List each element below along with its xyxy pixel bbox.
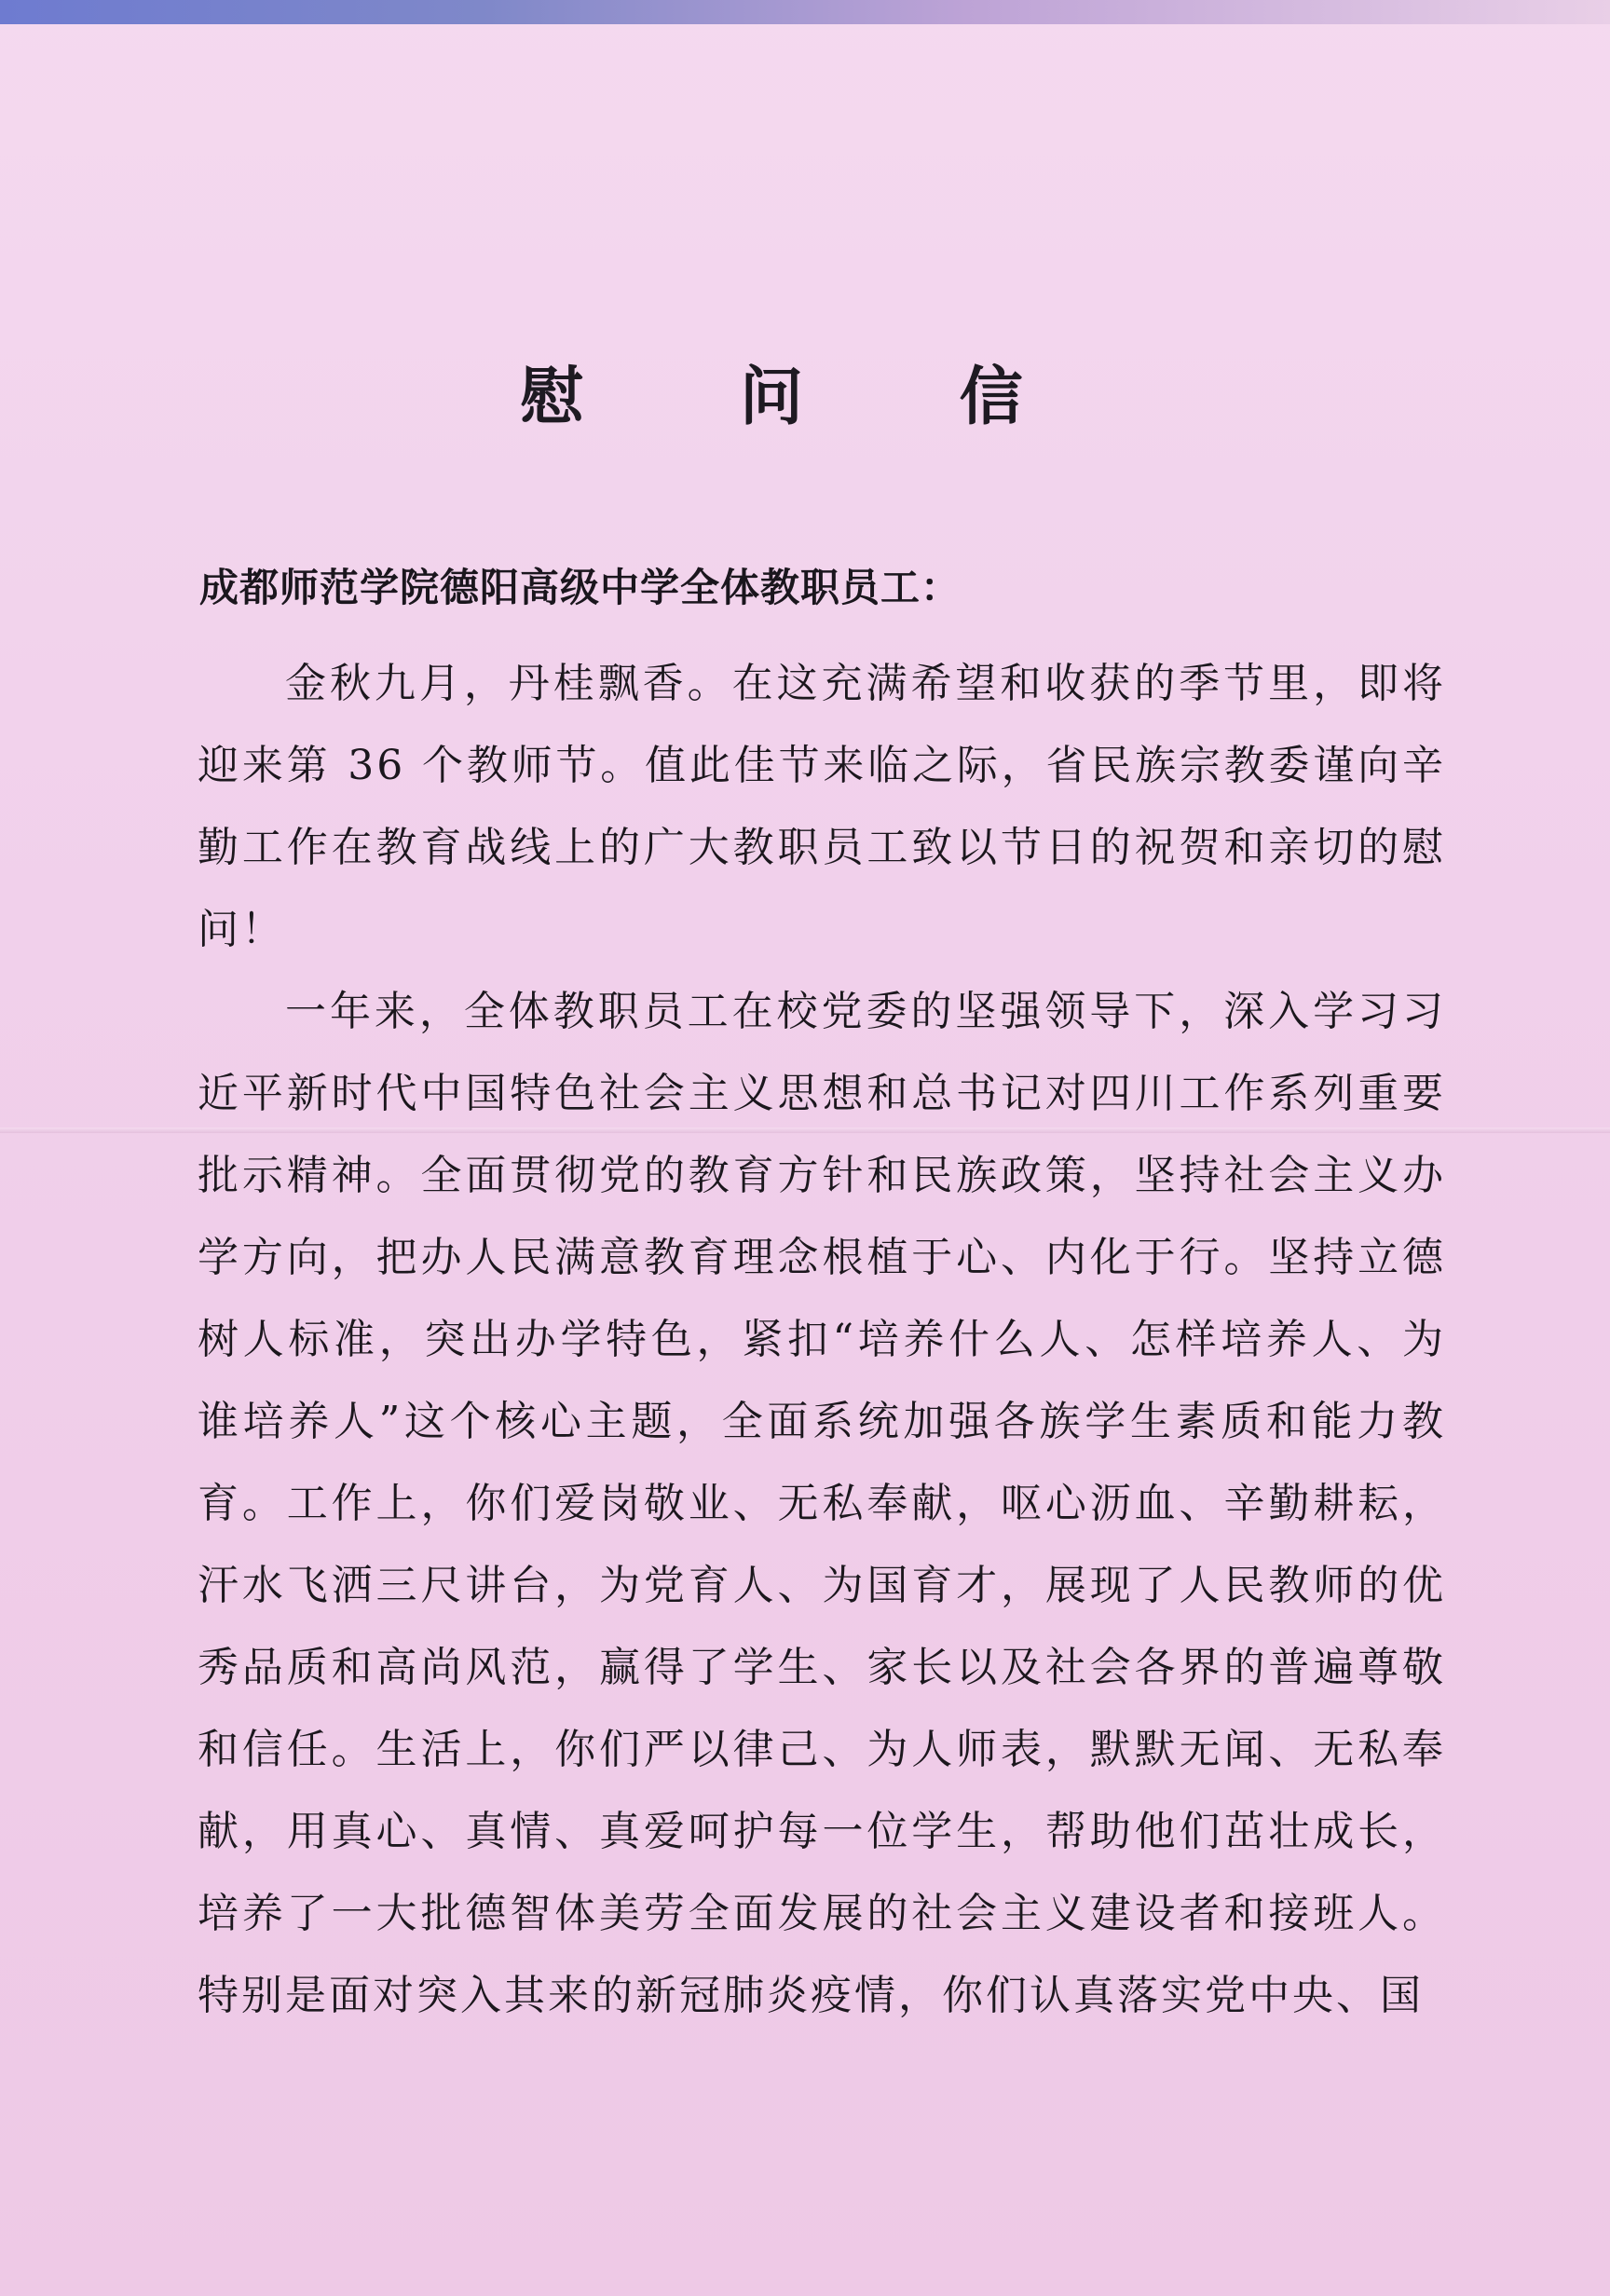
paragraph-1: 金秋九月，丹桂飘香。在这充满希望和收获的季节里，即将迎来第 36 个教师节。值此佳节来临之际，省民族宗教委谨向辛勤工作在教育战线上的广大教职员工致以节日的祝贺和亲切的慰问！ [198, 660, 1446, 953]
letter-title: 慰 问 信 [520, 360, 1090, 434]
top-edge-decoration [0, 0, 1610, 24]
salutation: 成都师范学院德阳高级中学全体教职员工： [199, 565, 962, 610]
letter-body [198, 643, 1446, 2037]
paragraph-2: 一年来，全体教职员工在校党委的坚强领导下，深入学习习近平新时代中国特色社会主义思想和总书记对四川工作系列重要批示精神。全面贯彻党的教育方针和民族政策，坚持社会主义办学方向，把办人民满意教育理念根植于心、内化于行。坚持立德树人标准，突出办学特色，紧扣“培养什么人、怎样培养人、为谁培养人”这个核心主题，全面系统加强各族学生素质和能力教育。工作上，你们爱岗敬业、无私奉献，呕心沥血、辛勤耕耘，汗水飞洒三尺讲台，为党育人、为国育才，展现了人民教师的优秀品质和高尚风范，赢得了学生、家长以及社会各界的普遍尊敬和信任。生活上，你们严以律己、为人师表，默默无闻、无私奉献，用真心、真情、真爱呵护每一位学生，帮助他们茁壮成长，培养了一大批德智体美劳全面发展的社会主义建设者和接班人。特别是面对突入其来的新冠肺炎疫情，你们认真落实党中央、国 [198, 988, 1446, 2019]
